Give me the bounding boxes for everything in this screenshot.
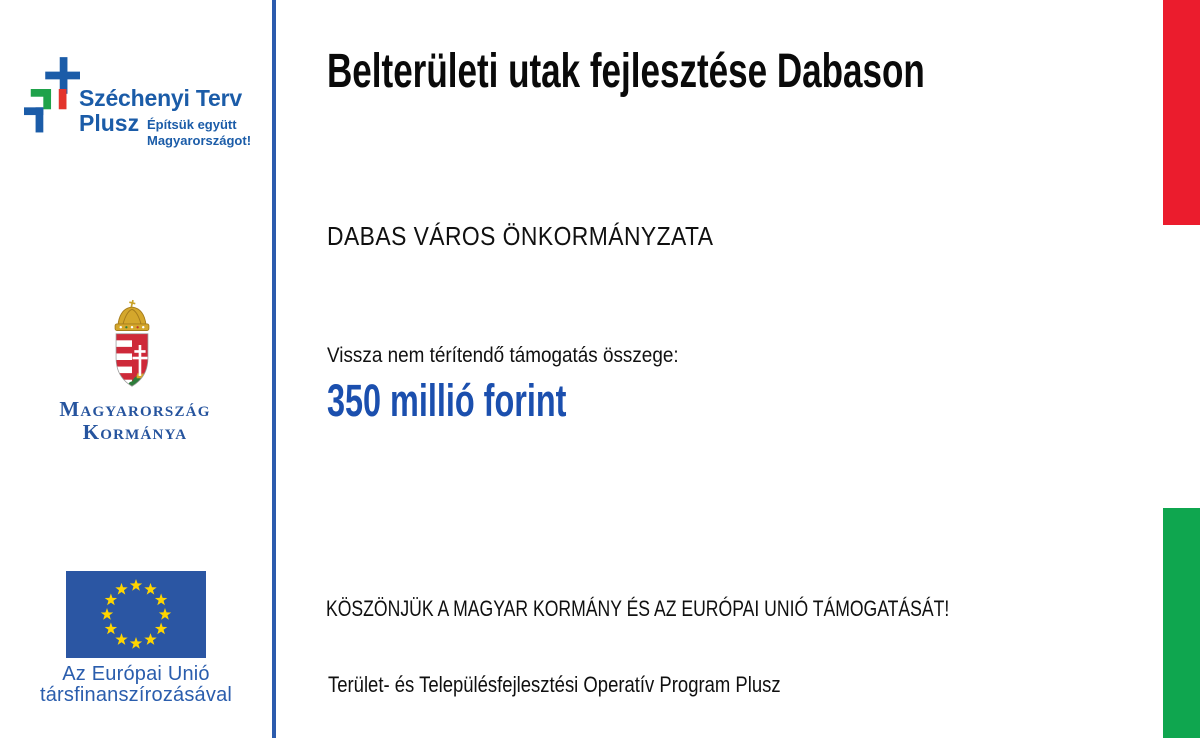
- program-name: Terület- és Településfejlesztési Operatív Program Plusz: [328, 672, 781, 697]
- eu-cofinancing-label: [16, 664, 256, 706]
- flag-red-bar: [1163, 0, 1200, 225]
- government-label-line1: Magyarország: [59, 397, 211, 421]
- beneficiary-name: DABAS VÁROS ÖNKORMÁNYZATA: [327, 221, 714, 251]
- szechenyi-tagline-line1: Építsük együtt: [147, 117, 237, 132]
- thanks-line: KÖSZÖNJÜK A MAGYAR KORMÁNY ÉS AZ EURÓPAI UNIÓ TÁMOGATÁSÁT!: [326, 596, 950, 621]
- eu-label-line1: Az Európai Unió: [62, 663, 210, 685]
- szechenyi-name-line2: Plusz: [79, 110, 140, 136]
- szechenyi-plus-mark-icon: [24, 57, 80, 149]
- government-label-line2: Kormánya: [82, 420, 188, 444]
- flag-green-bar: [1163, 508, 1200, 738]
- eu-label-line2: társfinanszírozásával: [39, 684, 233, 706]
- szechenyi-tagline-line2: Magyarországot!: [147, 132, 252, 148]
- eu-flag-icon: [66, 571, 206, 658]
- project-title: Belterületi utak fejlesztése Dabason: [327, 45, 925, 98]
- government-label: [20, 398, 250, 444]
- grant-amount-label: Vissza nem térítendő támogatás összege:: [327, 344, 679, 367]
- szechenyi-name-line1: Széchenyi Terv: [79, 85, 242, 111]
- szechenyi-tagline: [147, 117, 251, 148]
- hungary-coat-of-arms-icon: [102, 298, 162, 392]
- vertical-divider: [272, 0, 276, 738]
- grant-amount-value: 350 millió forint: [327, 375, 567, 426]
